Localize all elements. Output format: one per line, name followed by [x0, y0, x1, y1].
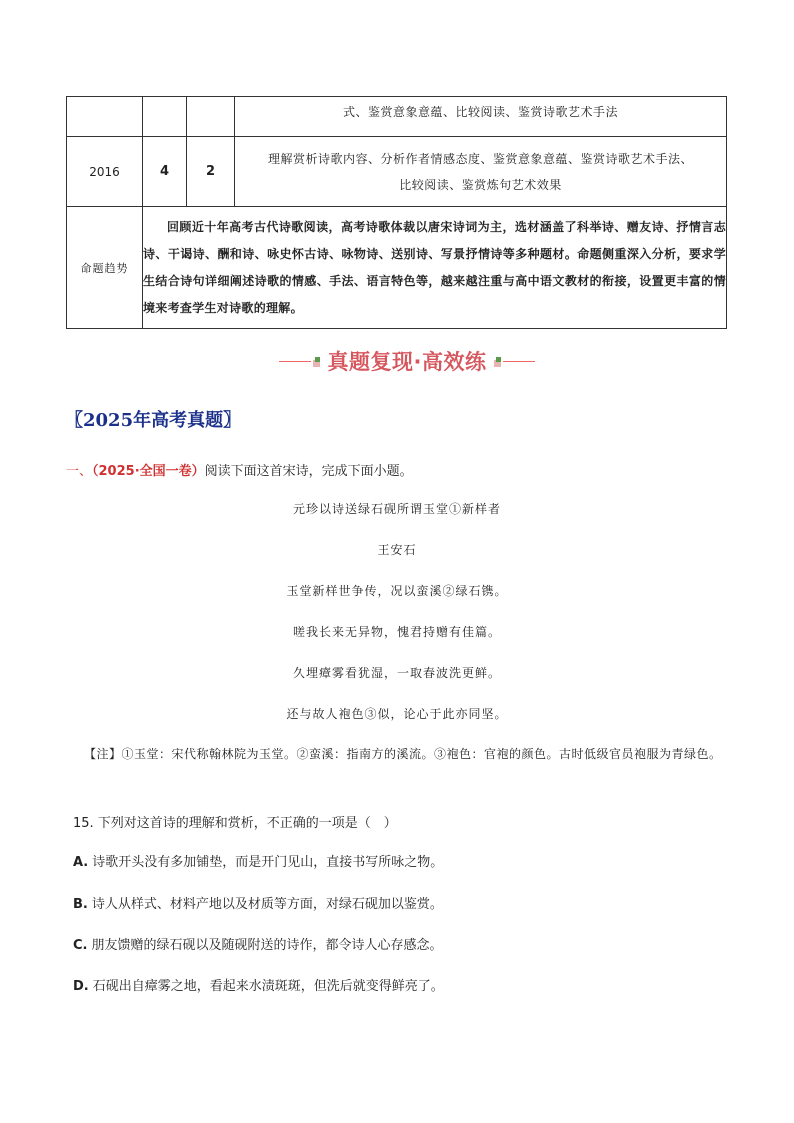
poem-title: 元珍以诗送绿石砚所谓玉堂①新样者	[292, 502, 501, 516]
banner-ornament-icon	[494, 360, 501, 367]
option-a[interactable]	[73, 851, 443, 870]
count-cell	[143, 97, 187, 137]
banner-ornament-icon	[313, 360, 320, 367]
trend-text: 回顾近十年高考古代诗歌阅读，高考诗歌体裁以唐宋诗词为主，选材涵盖了科举诗、赠友诗、抒情言志诗、干谒诗、酬和诗、咏史怀古诗、咏物诗、送别诗、写景抒情诗等多种题材。命题侧重深入分析，要求学生结合诗句详细阐述诗歌的情感、手法、语言特色等，越来越注重与高中语文教材的衔接，设置更丰富的情境来考查学生对诗歌的理解。	[143, 207, 727, 329]
banner-title: 真题复现·高效练	[327, 350, 487, 374]
year-cell: 2016	[67, 137, 143, 207]
question-intro	[66, 460, 413, 479]
description-line: 比较阅读、鉴赏炼句艺术效果	[399, 177, 562, 192]
question-number: 一、	[66, 464, 93, 479]
option-text: 诗歌开头没有多加铺垫，而是开门见山，直接书写所咏之物。	[92, 855, 444, 870]
option-label: B.	[73, 897, 88, 912]
poem-footnote: 【注】①玉堂：宋代称翰林院为玉堂。②蛮溪：指南方的溪流。③袍色：官袍的颜色。古时低级官员袍服为青绿色。	[84, 747, 722, 761]
option-b[interactable]	[73, 893, 443, 912]
description-line: 理解赏析诗歌内容、分析作者情感态度、鉴赏意象意蕴、鉴赏诗歌艺术手法、	[267, 151, 693, 166]
poem-line: 玉堂新样世争传，况以蛮溪②绿石镌。	[286, 584, 508, 598]
description-cell	[235, 137, 727, 207]
option-c[interactable]	[73, 934, 443, 953]
option-label: D.	[73, 979, 89, 994]
option-d[interactable]	[73, 975, 444, 994]
banner-line-left	[279, 361, 311, 362]
table-row	[67, 207, 727, 329]
question-instruction: 阅读下面这首宋诗，完成下面小题。	[204, 464, 413, 479]
banner-line-right	[503, 361, 535, 362]
option-label: C.	[73, 938, 88, 953]
poem-author: 王安石	[377, 543, 417, 557]
poem-line: 还与故人袍色③似，论心于此亦同坚。	[286, 707, 508, 721]
section-banner	[262, 344, 552, 378]
option-label: A.	[73, 855, 89, 870]
year-cell	[67, 97, 143, 137]
description-cell	[235, 97, 727, 137]
option-text: 朋友馈赠的绿石砚以及随砚附送的诗作，都令诗人心存感念。	[91, 938, 443, 953]
question-source: （2025·全国一卷）	[92, 464, 205, 479]
option-text: 诗人从样式、材料产地以及材质等方面，对绿石砚加以鉴赏。	[91, 897, 443, 912]
poem-line: 嗟我长来无异物，愧君持赠有佳篇。	[292, 625, 501, 639]
section-heading: 〖2025年高考真题〗	[65, 410, 242, 431]
option-text: 石砚出自瘴雾之地，看起来水渍斑斑，但洗后就变得鲜亮了。	[92, 979, 444, 994]
table-row	[67, 97, 727, 137]
exam-stats-table	[66, 96, 727, 329]
poem-line: 久埋瘴雾看犹湿，一取春波洗更鲜。	[292, 666, 501, 680]
trend-label: 命题趋势	[67, 207, 143, 329]
score-cell: 2	[187, 137, 235, 207]
table-row	[67, 137, 727, 207]
question-stem: 15. 下列对这首诗的理解和赏析，不正确的一项是（ ）	[73, 816, 397, 831]
count-cell: 4	[143, 137, 187, 207]
score-cell	[187, 97, 235, 137]
description-text: 式、鉴赏意象意蕴、比较阅读、鉴赏诗歌艺术手法	[342, 105, 618, 119]
